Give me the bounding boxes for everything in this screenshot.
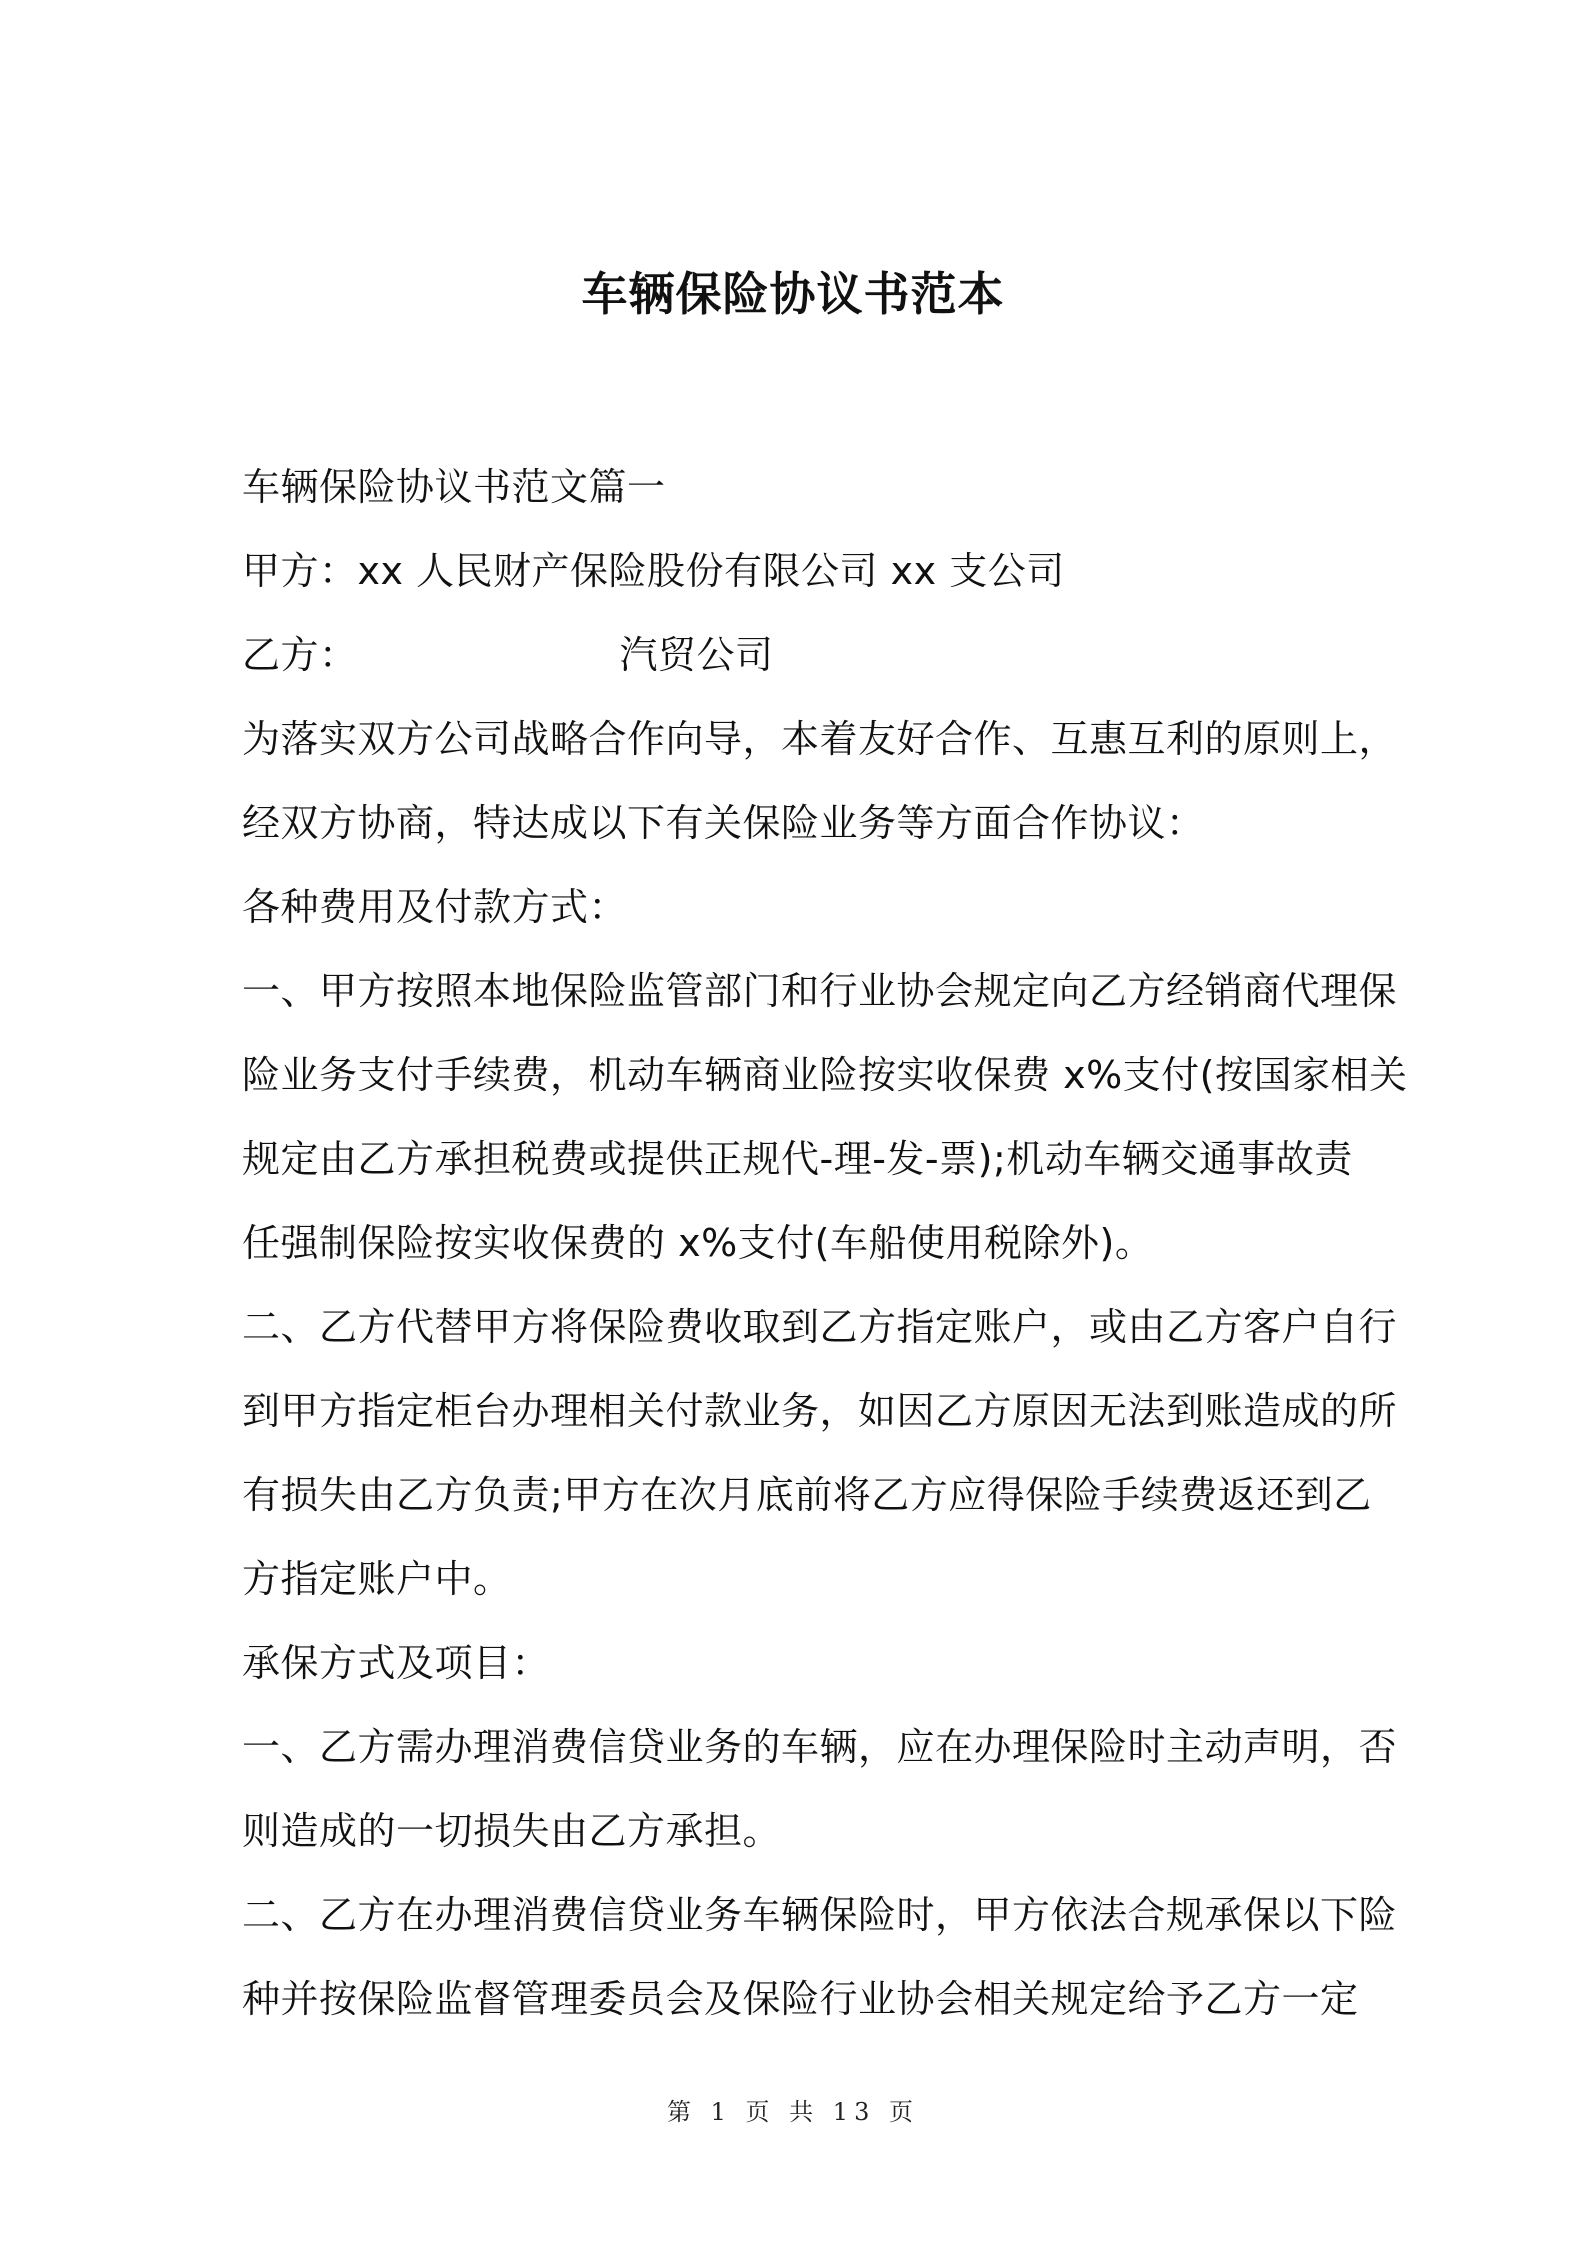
party-b-name: 汽贸公司 xyxy=(619,633,774,677)
paragraph-line: 为落实双方公司战略合作向导，本着友好合作、互惠互利的原则上， xyxy=(242,717,1398,761)
section-heading: 车辆保险协议书范文篇一 xyxy=(242,465,666,509)
paragraph-line: 有损失由乙方负责;甲方在次月底前将乙方应得保险手续费返还到乙 xyxy=(242,1473,1372,1517)
document-title: 车辆保险协议书范本 xyxy=(581,267,1005,321)
paragraph-line: 一、甲方按照本地保险监管部门和行业协会规定向乙方经销商代理保 xyxy=(242,969,1398,1013)
party-a-line: 甲方：xx 人民财产保险股份有限公司 xx 支公司 xyxy=(242,549,1065,593)
party-b-label: 乙方： xyxy=(242,633,358,677)
page-number: 第 1 页 共 13 页 xyxy=(667,2098,919,2126)
section-heading: 各种费用及付款方式： xyxy=(242,885,628,929)
paragraph-line: 规定由乙方承担税费或提供正规代-理-发-票);机动车辆交通事故责 xyxy=(242,1137,1353,1181)
paragraph-line: 方指定账户中。 xyxy=(242,1557,512,1601)
section-heading: 承保方式及项目： xyxy=(242,1641,551,1685)
paragraph-line: 二、乙方代替甲方将保险费收取到乙方指定账户，或由乙方客户自行 xyxy=(242,1305,1398,1349)
document-body xyxy=(242,445,1408,2041)
party-b-line xyxy=(242,613,1352,697)
paragraph-line: 险业务支付手续费，机动车辆商业险按实收保费 x%支付(按国家相关 xyxy=(242,1053,1408,1097)
paragraph-line: 到甲方指定柜台办理相关付款业务，如因乙方原因无法到账造成的所 xyxy=(242,1389,1398,1433)
paragraph-line: 种并按保险监督管理委员会及保险行业协会相关规定给予乙方一定 xyxy=(242,1977,1359,2021)
paragraph-line: 任强制保险按实收保费的 x%支付(车船使用税除外)。 xyxy=(242,1221,1154,1265)
paragraph-line: 则造成的一切损失由乙方承担。 xyxy=(242,1809,782,1853)
paragraph-line: 一、乙方需办理消费信贷业务的车辆，应在办理保险时主动声明，否 xyxy=(242,1725,1398,1769)
paragraph-line: 经双方协商，特达成以下有关保险业务等方面合作协议： xyxy=(242,801,1205,845)
paragraph-line: 二、乙方在办理消费信贷业务车辆保险时，甲方依法合规承保以下险 xyxy=(242,1893,1398,1937)
